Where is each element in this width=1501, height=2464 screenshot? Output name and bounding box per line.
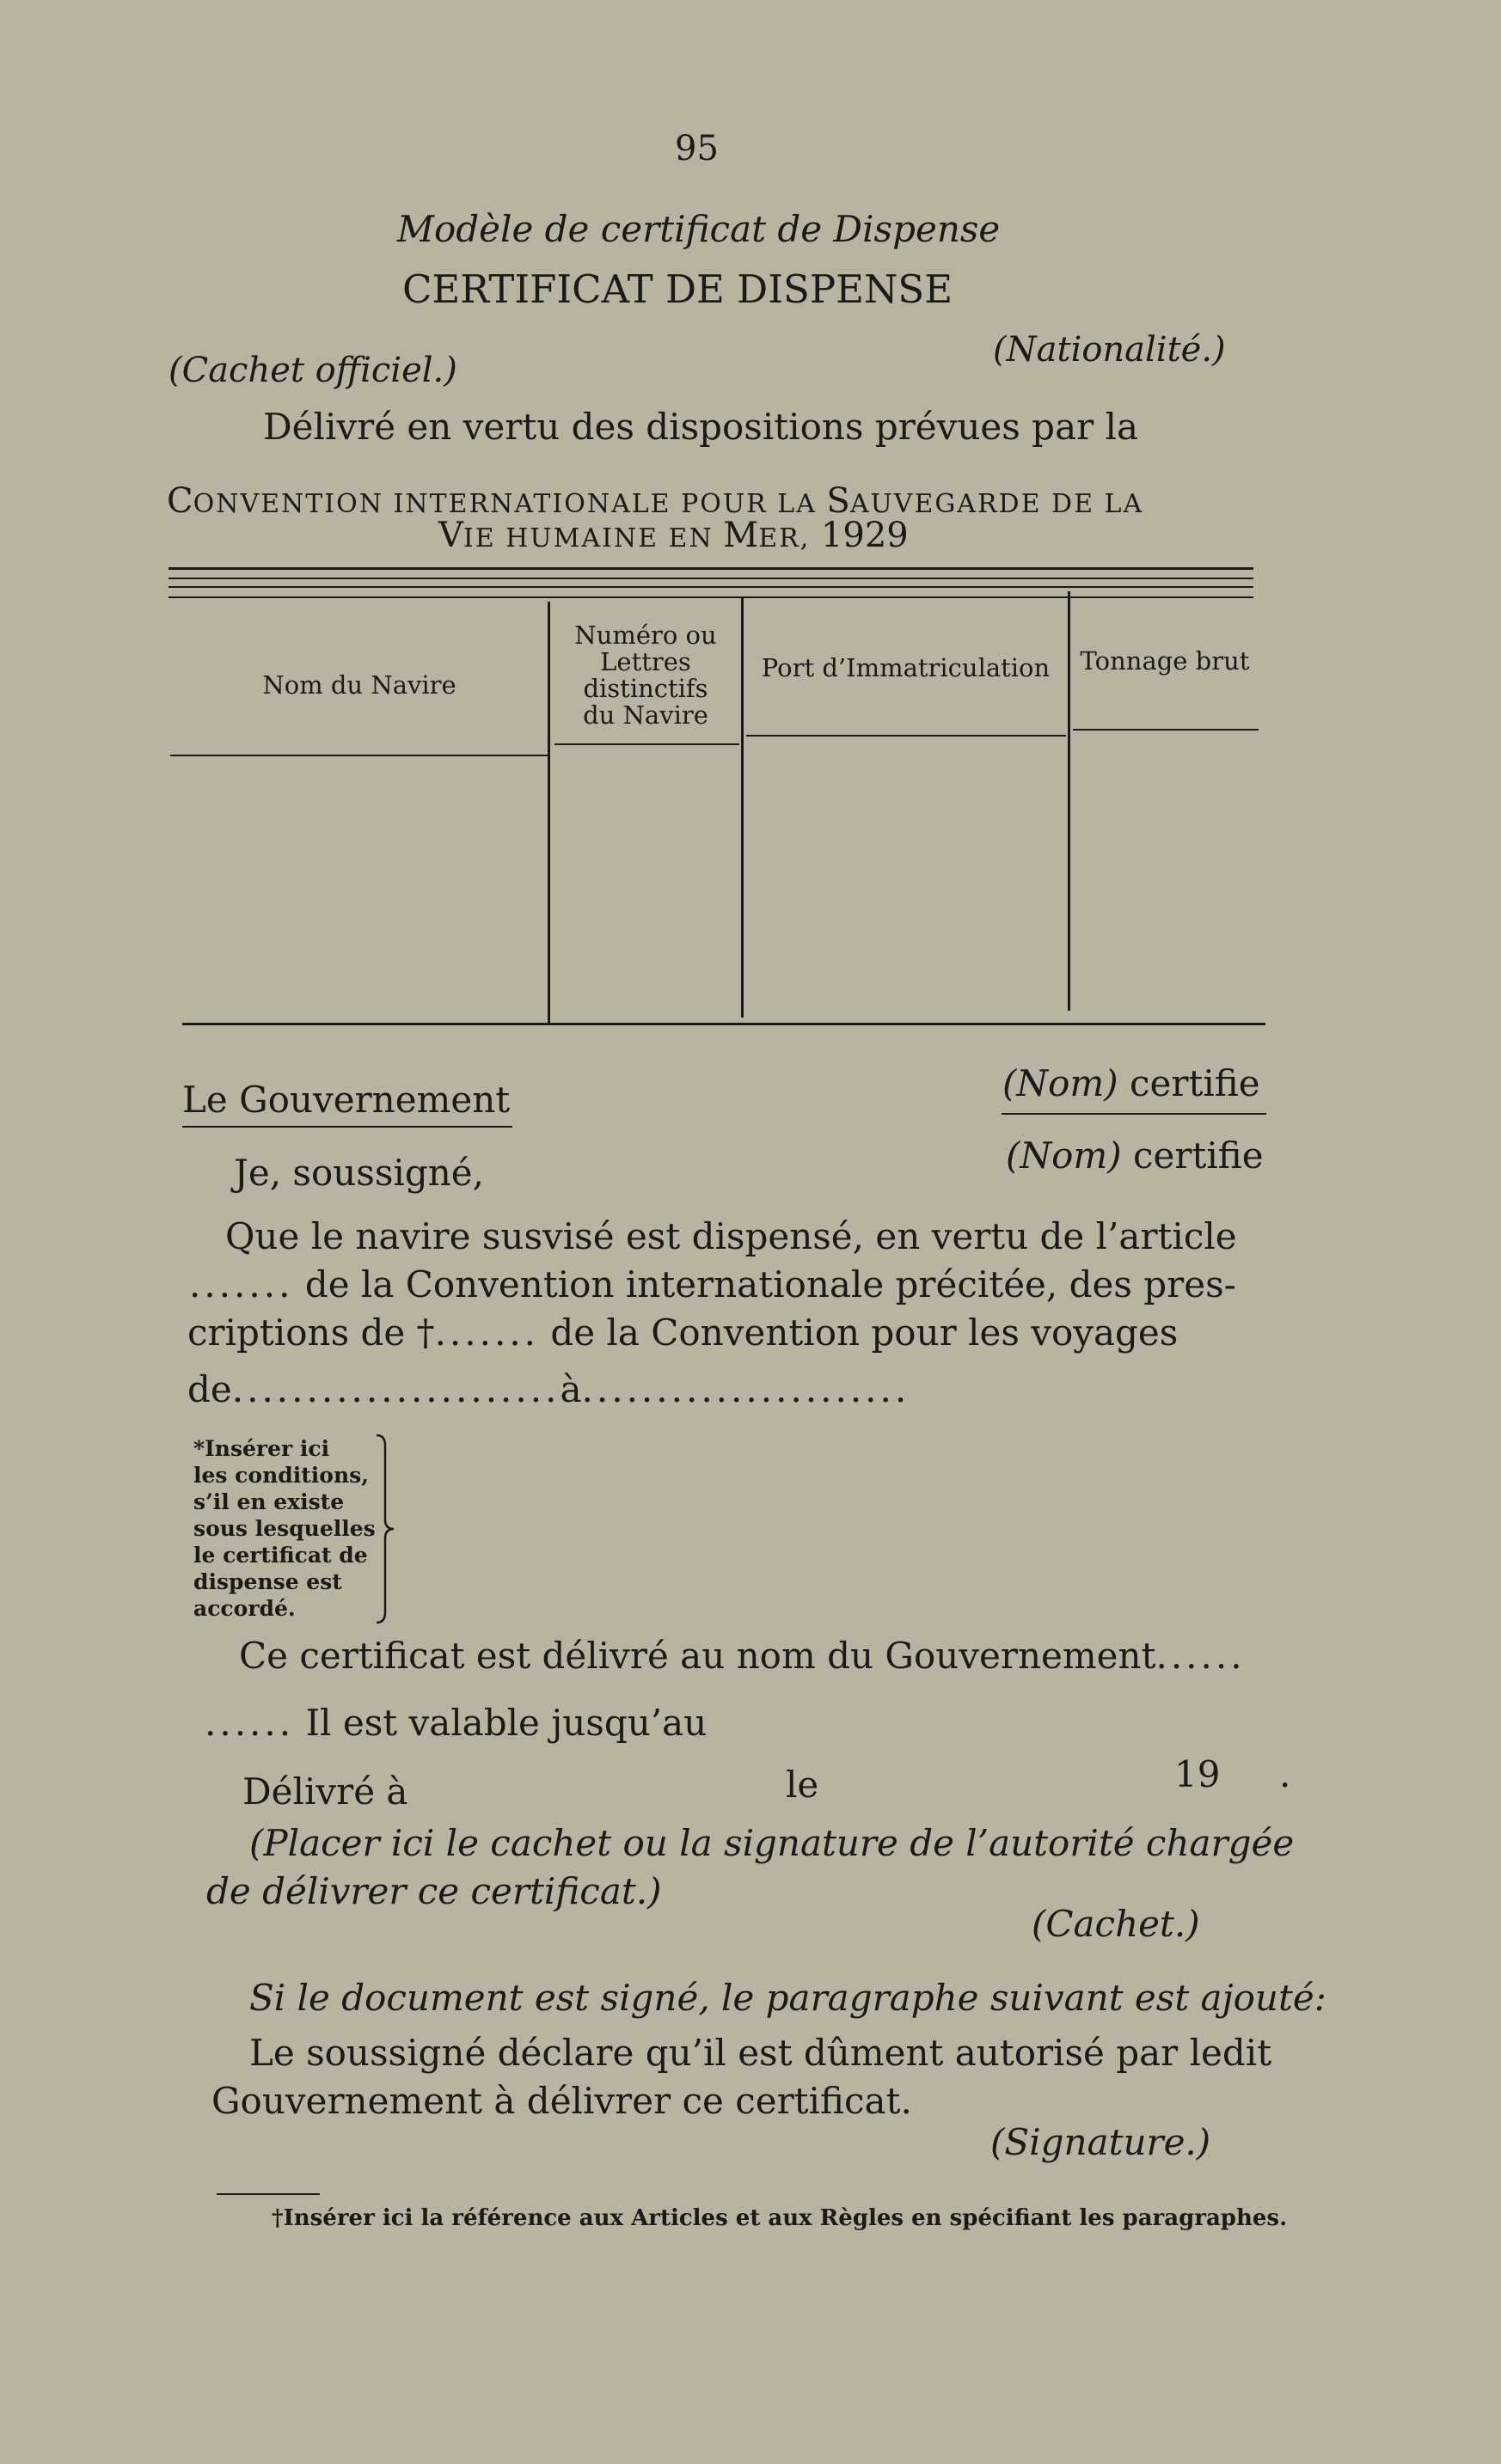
- convention-initial-m: M: [723, 516, 759, 555]
- certifie-label-1: certifie: [1118, 1062, 1260, 1104]
- gouvernement-underline: [182, 1126, 512, 1128]
- year-19: 19: [1174, 1753, 1221, 1795]
- table-top-rule-1: [168, 567, 1253, 570]
- voyage-from-dots: ......................: [231, 1368, 561, 1410]
- convention-initial-v: V: [438, 516, 463, 555]
- side-note-line-5: le certificat de: [193, 1543, 368, 1568]
- table-top-rule-2: [168, 578, 1253, 579]
- body-line-3-a: criptions de †: [187, 1311, 435, 1354]
- header-numero-1: Numéro ou: [574, 621, 717, 650]
- header-numero-2: Lettres: [600, 647, 691, 676]
- body-line-3: [187, 1311, 1178, 1354]
- si-signe: Si le document est signé, le paragraphe suivant est ajouté:: [249, 1977, 1326, 2019]
- body-line-2-text: de la Convention internationale précitée, des pres-: [293, 1263, 1236, 1305]
- article-dots: .......: [189, 1263, 294, 1305]
- header-numero-4: du Navire: [583, 700, 708, 730]
- side-note-line-2: les conditions,: [193, 1463, 369, 1488]
- table-bottom-rule: [182, 1023, 1265, 1025]
- certifie-label-2: certifie: [1121, 1134, 1264, 1177]
- convention-text-4: ER,: [758, 523, 811, 553]
- side-note-line-1: *Insérer ici: [193, 1436, 330, 1461]
- header-tonnage: Tonnage brut: [1080, 646, 1250, 676]
- convention-line-2: [438, 516, 909, 555]
- table-header-rule-1: [170, 755, 548, 756]
- header-port: Port d’Immatriculation: [761, 653, 1051, 682]
- body-line-1: Que le navire susvisé est dispensé, en vertu de l’article: [225, 1215, 1237, 1257]
- table-top-rule-4: [168, 596, 1253, 598]
- valable-text: Il est valable jusqu’au: [294, 1702, 708, 1744]
- table-header-rule-4: [1073, 729, 1259, 731]
- body-line-4: [187, 1368, 910, 1410]
- valable-line: [205, 1702, 707, 1744]
- nom-certifie-2: [1006, 1134, 1264, 1177]
- nom-certifie-1: [1002, 1062, 1260, 1104]
- valable-dots: ......: [205, 1702, 295, 1744]
- certificate-title: CERTIFICAT DE DISPENSE: [402, 266, 953, 312]
- body-line-3-b: de la Convention pour les voyages: [539, 1311, 1179, 1354]
- voyage-to-dots: ......................: [581, 1368, 910, 1410]
- le-label: le: [786, 1764, 819, 1806]
- nom-label-1: (Nom): [1002, 1062, 1118, 1104]
- body-line-4-a: à: [560, 1368, 582, 1410]
- declaration-line-2: Gouvernement à délivrer ce certificat.: [211, 2080, 912, 2122]
- convention-text-2: AUVEGARDE DE LA: [849, 489, 1144, 519]
- prescriptions-dots: .......: [434, 1311, 540, 1354]
- placer-line-2: de délivrer ce certificat.): [206, 1870, 662, 1912]
- header-numero-3: distinctifs: [583, 674, 708, 703]
- placer-line-1: (Placer ici le cachet ou la signature de l’autorité chargée: [249, 1822, 1295, 1864]
- cachet-officiel: (Cachet officiel.): [168, 351, 457, 390]
- convention-text-1: ONVENTION INTERNATIONALE POUR LA: [193, 489, 827, 519]
- side-note-line-3: s’il en existe: [193, 1489, 345, 1514]
- body-line-2: [189, 1263, 1236, 1305]
- table-header-rule-3: [746, 735, 1066, 737]
- footnote-rule: [217, 2193, 320, 2195]
- cachet-label: (Cachet.): [1032, 1903, 1200, 1945]
- body-line-4-de: de: [187, 1368, 232, 1410]
- convention-initial-s: S: [826, 481, 850, 521]
- table-header-rule-2: [554, 743, 739, 745]
- issued-under-text: Délivré en vertu des dispositions prévues par la: [263, 406, 1139, 448]
- convention-initial-c: C: [167, 481, 193, 521]
- side-note-line-6: dispense est: [193, 1569, 342, 1594]
- convention-year: 1929: [810, 516, 909, 555]
- brace-icon: [375, 1434, 401, 1624]
- nom-underline: [1002, 1113, 1266, 1115]
- convention-text-3: IE HUMAINE EN: [463, 523, 724, 553]
- side-note-line-4: sous lesquelles: [193, 1516, 376, 1541]
- header-nom-du-navire: Nom du Navire: [262, 670, 456, 700]
- gouvernement-dots: ......: [1155, 1635, 1246, 1677]
- period: .: [1279, 1753, 1291, 1795]
- gouvernement-label: Le Gouvernement: [182, 1079, 511, 1121]
- delivre-au-nom: [239, 1635, 1246, 1677]
- je-soussigne: Je, soussigné,: [234, 1152, 484, 1194]
- delivre-au-nom-text: Ce certificat est délivré au nom du Gouvernement: [239, 1635, 1156, 1677]
- table-top-rule-3: [168, 586, 1253, 588]
- declaration-line-1: Le soussigné déclare qu’il est dûment autorisé par ledit: [249, 2032, 1272, 2074]
- nom-label-2: (Nom): [1006, 1134, 1122, 1177]
- model-title: Modèle de certificat de Dispense: [397, 208, 1001, 250]
- footnote: †Insérer ici la référence aux Articles et aux Règles en spécifiant les paragraphes.: [272, 2205, 1288, 2231]
- page-number: 95: [675, 129, 719, 168]
- nationalite: (Nationalité.): [993, 330, 1226, 370]
- side-note-line-7: accordé.: [193, 1596, 296, 1621]
- signature-label: (Signature.): [990, 2121, 1211, 2163]
- delivre-a: Délivré à: [242, 1770, 408, 1813]
